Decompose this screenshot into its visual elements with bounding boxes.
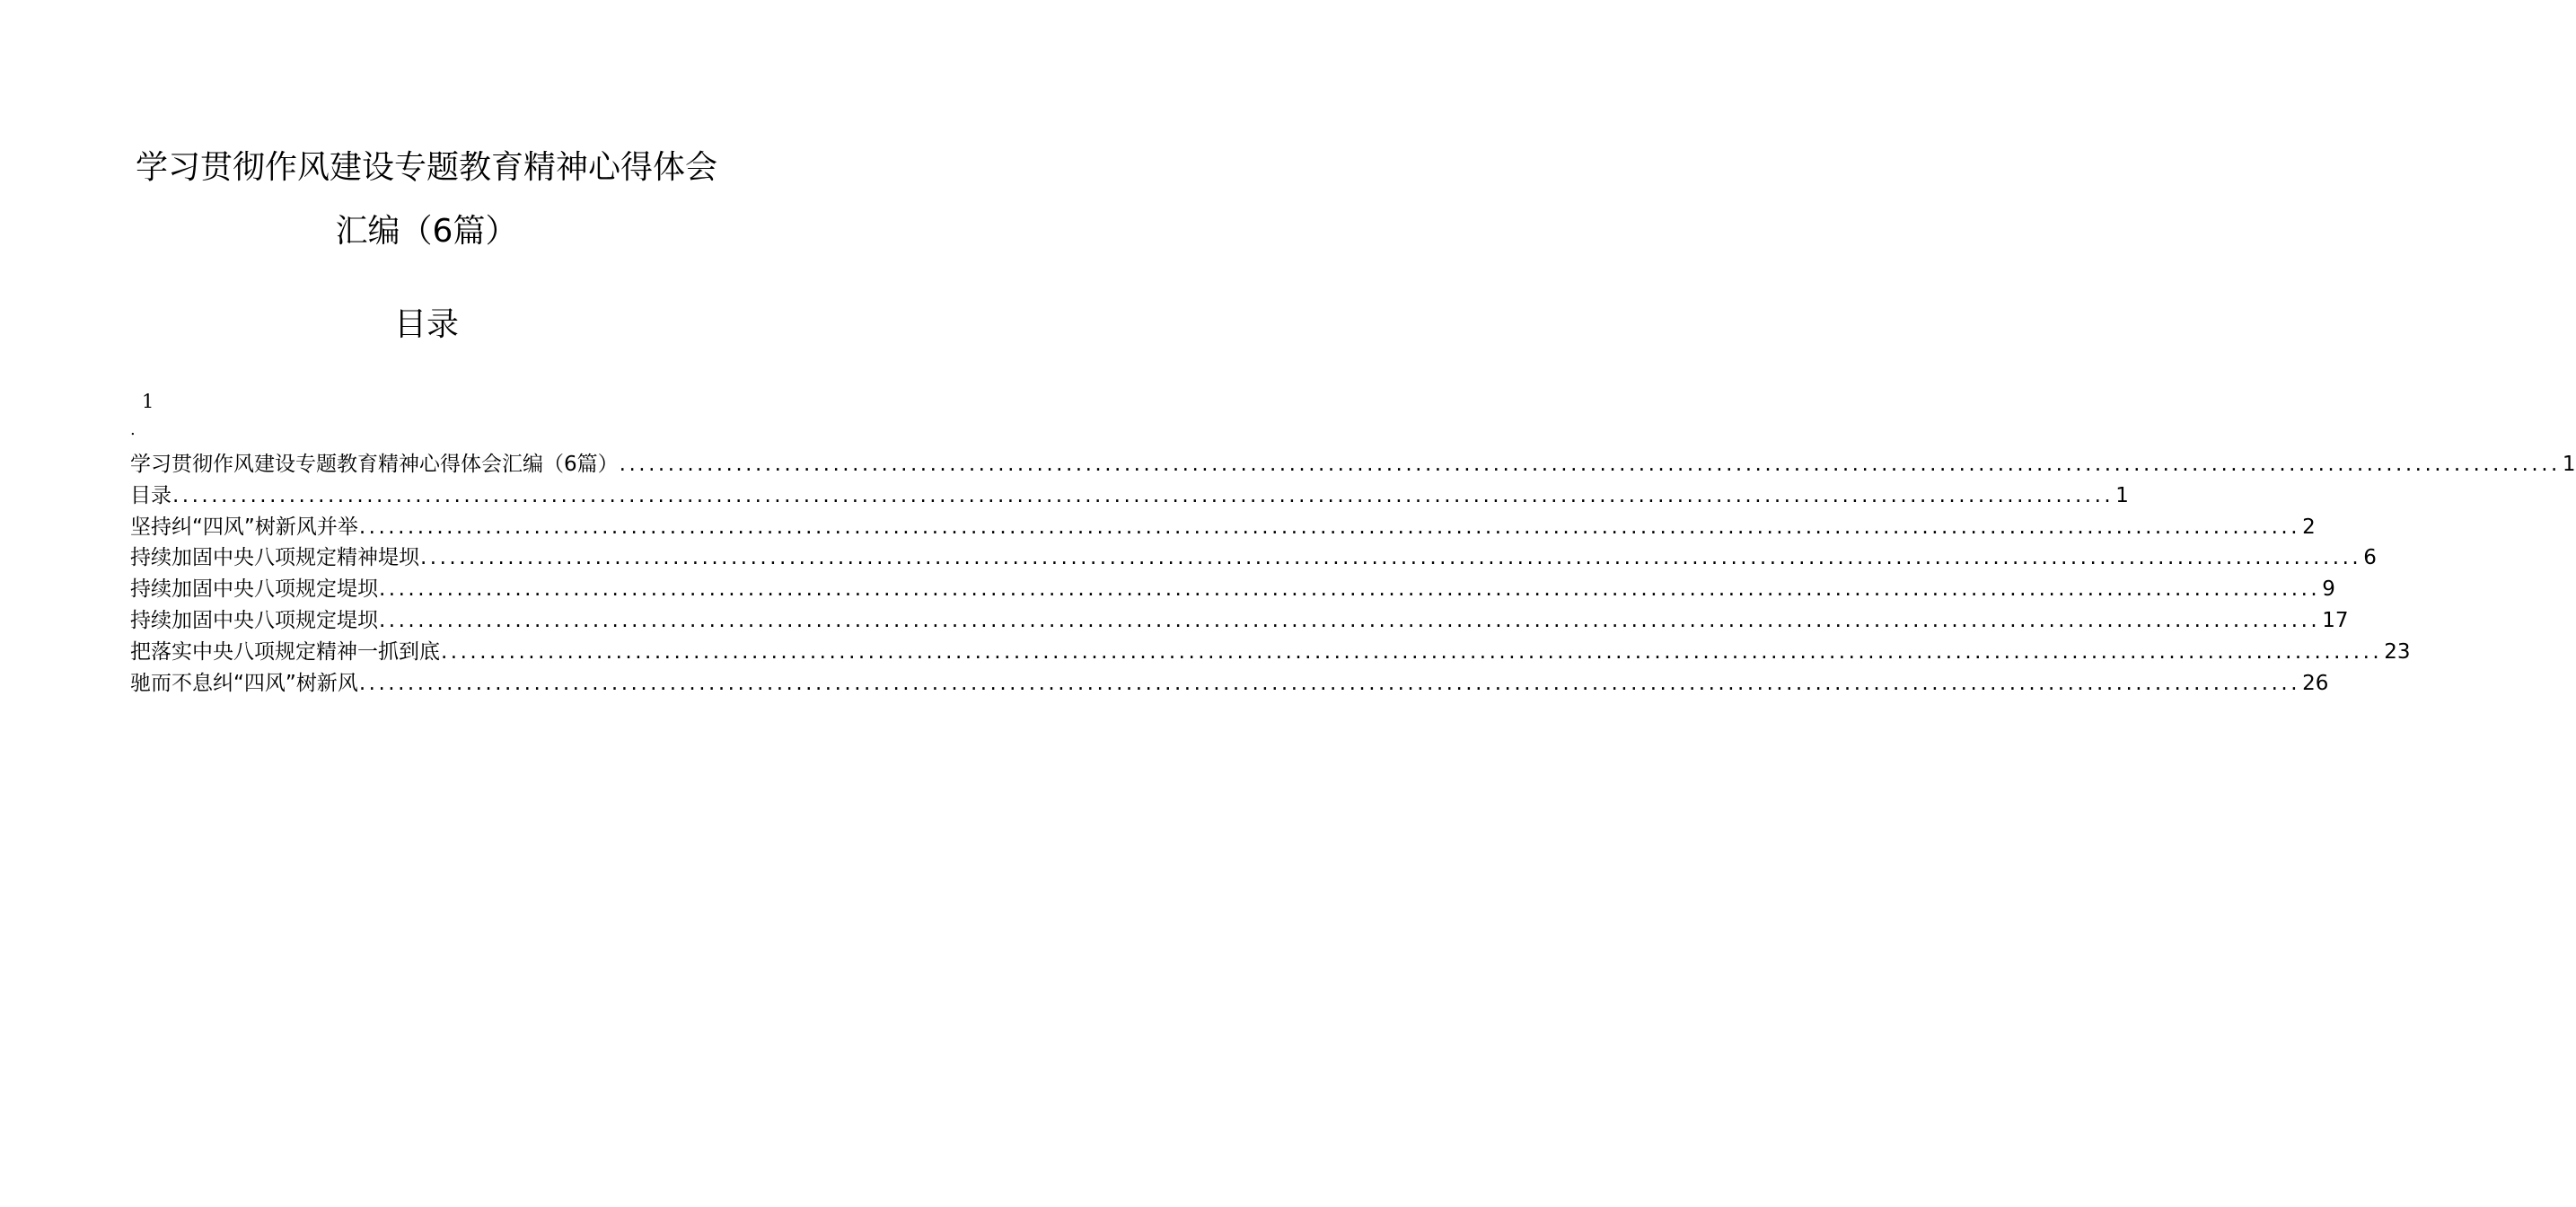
toc-entry[interactable] [130, 542, 2377, 574]
stray-mark: . [130, 420, 136, 439]
toc-entry-page: 23 [2384, 639, 2411, 664]
toc-entry-page: 9 [2322, 577, 2335, 602]
toc-dot-leader: ........................................................................................................................................................................................................ [172, 483, 2114, 507]
toc-entry[interactable] [130, 605, 2349, 637]
toc-entry-page: 2 [2302, 515, 2316, 539]
toc-entry-title: 持续加固中央八项规定精神堤坝 [130, 546, 419, 570]
toc-entry[interactable] [130, 637, 2411, 668]
toc-entry-page: 1 [2562, 453, 2576, 476]
document-title-line-1: 学习贯彻作风建设专题教育精神心得体会 [135, 149, 717, 186]
toc-entry[interactable] [130, 668, 2329, 700]
toc-entry-page: 26 [2302, 671, 2329, 695]
toc-dot-leader: ........................................................................................................................................................................................................ [441, 639, 2383, 664]
toc-entry-page: 6 [2363, 546, 2377, 570]
toc-dot-leader: ........................................................................................................................................................................................................ [379, 608, 2321, 632]
toc-entry[interactable] [130, 574, 2335, 605]
toc-entry-title: 坚持纠“四风”树新风并举 [130, 515, 358, 539]
toc-dot-leader: ........................................................................................................................................................................................................ [358, 671, 2301, 695]
toc-entry-page: 1 [2115, 483, 2129, 507]
toc-entry-title: 驰而不息纠“四风”树新风 [130, 671, 358, 695]
toc-entry[interactable] [130, 480, 2129, 512]
toc-dot-leader: ........................................................................................................................................................................................................ [420, 546, 2362, 570]
document-title-line-2: 汇编（6篇） [335, 213, 518, 250]
toc-entry-title: 持续加固中央八项规定堤坝 [130, 577, 378, 602]
toc-entry-title: 学习贯彻作风建设专题教育精神心得体会汇编（6篇） [130, 453, 619, 476]
table-of-contents [130, 449, 2576, 699]
toc-entry[interactable] [130, 512, 2316, 543]
toc-dot-leader: ........................................................................................................................................................................................................ [619, 453, 2561, 476]
toc-entry-title: 持续加固中央八项规定堤坝 [130, 608, 378, 632]
toc-entry-page: 17 [2322, 608, 2349, 632]
page-number-marker: 1 [142, 391, 154, 412]
toc-entry-title: 目录 [130, 483, 171, 507]
toc-entry[interactable] [130, 449, 2576, 480]
toc-dot-leader: ........................................................................................................................................................................................................ [358, 515, 2301, 539]
toc-entry-title: 把落实中央八项规定精神一抓到底 [130, 639, 440, 664]
toc-heading: 目录 [393, 306, 459, 343]
toc-dot-leader: ........................................................................................................................................................................................................ [379, 577, 2321, 602]
